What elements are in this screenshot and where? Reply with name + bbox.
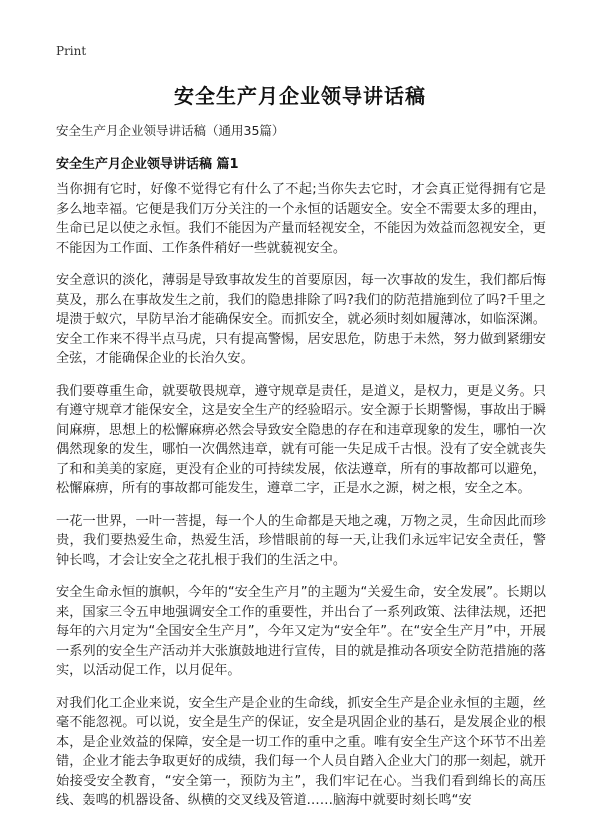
article-body <box>56 180 546 824</box>
paragraph-2: 安全意识的淡化，薄弱是导致事故发生的首要原因，每一次事故的发生，我们都后悔莫及，那么在事故发生之前，我们的隐患排除了吗?我们的防范措施到位了吗?千里之堤溃于蚁穴，早防早治才能确保安全。而抓安全，就必须时刻如履薄冰，如临深渊。安全工作来不得半点马虎，只有提高警惕，居安思危，防患于未然，努力做到紧绷安全弦，才能确保企业的长治久安。 <box>56 273 546 366</box>
paragraph-1: 当你拥有它时，好像不觉得它有什么了不起;当你失去它时，才会真正觉得拥有它是多么地幸福。它便是我们万分关注的一个永恒的话题安全。安全不需要太多的理由，生命已足以使之永恒。我们不能因为产量而轻视安全，不能因为效益而忽视安全，更不能因为工作面、工作条件稍好一些就藐视安全。 <box>56 182 546 256</box>
paragraph-6: 对我们化工企业来说，安全生产是企业的生命线，抓安全生产是企业永恒的主题，丝毫不能忽视。可以说，安全是生产的保证，安全是巩固企业的基石，是发展企业的根本，是企业效益的保障，安全是一切工作的重中之重。唯有安全生产这个环节不出差错，企业才能去争取更好的成绩，我们每一个人员自踏入企业大门的那一刻起，就开始接受安全教育，“安全第一，预防为主”，我们牢记在心。当我们看到绵长的高压线、轰鸣的机器设备、纵横的交叉线及管道……脑海中就要时刻长鸣“安 <box>56 695 546 808</box>
paragraph-5: 安全生命永恒的旗帜，今年的“安全生产月”的主题为“关爱生命，安全发展”。长期以来，国家三令五申地强调安全工作的重要性，并出台了一系列政策、法律法规，还把每年的六月定为“全国安全生产月”，今年又定为“安全年”。在“安全生产月”中，开展一系列的安全生产活动并大张旗鼓地进行宣传，目的就是推动各项安全防范措施的落实，以活动促工作，以月促年。 <box>56 585 546 678</box>
document-subtitle: 安全生产月企业领导讲话稿（通用35篇） <box>56 123 285 138</box>
paragraph-3: 我们要尊重生命，就要敬畏规章，遵守规章是责任，是道义，是权力，更是义务。只有遵守规章才能保安全，这是安全生产的经验昭示。安全源于长期警惕，事故出于瞬间麻痹，思想上的松懈麻痹必然会导致安全隐患的存在和违章现象的发生，哪怕一次偶然现象的发生，哪怕一次偶然违章，就有可能一失足成千古恨。没有了安全就丧失了和和美美的家庭，更没有企业的可持续发展，依法遵章，所有的事故都可以避免，松懈麻痹，所有的事故都可能发生，遵章二字，正是水之源，树之根，安全之本。 <box>56 383 546 496</box>
section-heading: 安全生产月企业领导讲话稿 篇1 <box>56 157 239 172</box>
document-title: 安全生产月企业领导讲话稿 <box>174 84 426 108</box>
print-link[interactable]: Print <box>56 44 87 58</box>
paragraph-4: 一花一世界，一叶一菩提，每一个人的生命都是天地之魂，万物之灵，生命因此而珍贵，我们要热爱生命，热爱生活，珍惜眼前的每一天,让我们永远牢记安全责任，警钟长鸣，才会让安全之花扎根于我们的生活之中。 <box>56 513 546 568</box>
